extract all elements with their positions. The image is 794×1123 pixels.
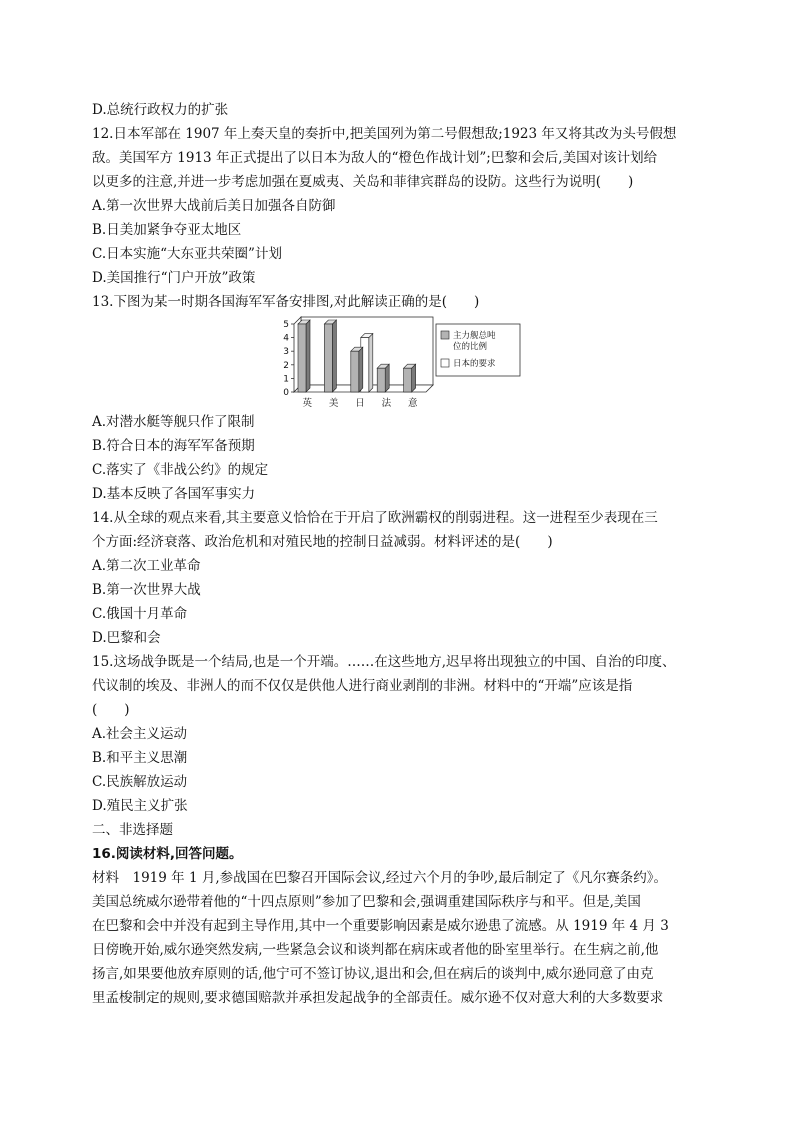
bar-tonnage-ratio-side [332,320,336,392]
naval-armament-chart [276,310,526,410]
q13-stem: 13.下图为某一时期各国海军军备安排图,对此解读正确的是( ) [92,294,480,310]
q12-option-d: D.美国推行“门户开放”政策 [92,270,256,286]
q12-option-b: B.日美加紧争夺亚太地区 [92,222,242,238]
bar-tonnage-ratio-side [359,347,363,392]
y-tick-label: 1 [283,374,289,385]
q12-option-a: A.第一次世界大战前后美日加强各自防御 [92,198,336,214]
x-category-label: 法 [381,398,392,409]
q15-option-a: A.社会主义运动 [92,726,188,742]
legend-swatch-japan [441,359,449,367]
legend-label-japan: 日本的要求 [453,359,496,369]
q13-option-c: C.落实了《非战公约》的规定 [92,462,269,478]
chart-svg [276,310,526,410]
y-tick-label: 3 [283,347,289,358]
q16-material-line-3: 在巴黎和会中并没有起到主导作用,其中一个重要影响因素是威尔逊患了流感。从 1919 年 4 月 3 [92,918,669,934]
q15-option-b: B.和平主义思潮 [92,750,188,766]
y-tick-label: 4 [283,333,289,344]
bar-tonnage-ratio-side [306,320,310,392]
q15-answer-blank: ( ) [92,702,130,718]
q12-stem-line-2: 敌。美国军方 1913 年正式提出了以日本为敌人的“橙色作战计划”;巴黎和会后,美国对该计划给 [92,150,658,166]
q12-stem-line-3: 以更多的注意,并进一步考虑加强在夏威夷、关岛和菲律宾群岛的设防。这些行为说明( ) [92,174,634,190]
y-tick-label: 0 [283,388,289,398]
bar-tonnage-ratio [404,368,412,392]
q14-stem-line-1: 14.从全球的观点来看,其主要意义恰恰在于开启了欧洲霸权的削弱进程。这一进程至少表现在三 [92,510,658,526]
y-tick-label: 5 [283,320,289,330]
q16-material-line-5: 扬言,如果要他放弃原则的话,他宁可不签订协议,退出和会,但在病后的谈判中,威尔逊同意了由克 [92,966,654,982]
q14-option-b: B.第一次世界大战 [92,582,201,598]
q14-option-d: D.巴黎和会 [92,630,161,646]
legend-label-tonnage-line-2: 位的比例 [453,342,488,352]
q15-option-c: C.民族解放运动 [92,774,188,790]
bar-japan-request-side [369,334,373,392]
q12-stem-line-1: 12.日本军部在 1907 年上奏天皇的奏折中,把美国列为第二号假想敌;1923 年又将其改为头号假想 [92,126,677,142]
q14-option-c: C.俄国十月革命 [92,606,188,622]
q13-option-b: B.符合日本的海军军备预期 [92,438,255,454]
q15-option-d: D.殖民主义扩张 [92,798,188,814]
x-category-label: 英 [302,398,312,409]
legend-label-tonnage-line-1: 主力舰总吨 [453,331,496,341]
q16-stem: 16.阅读材料,回答问题。 [92,846,243,862]
x-axis-categories [302,397,418,409]
legend-swatch-tonnage [441,331,449,339]
q13-option-d: D.基本反映了各国军事实力 [92,486,256,502]
x-category-label: 日 [355,398,365,409]
q16-material-line-2: 美国总统威尔逊带着他的“十四点原则”参加了巴黎和会,强调重建国际秩序与和平。但是,美国 [92,894,641,910]
bar-tonnage-ratio [324,324,332,392]
q14-stem-line-2: 个方面:经济衰落、政治危机和对殖民地的控制日益减弱。材料评述的是( ) [92,534,553,550]
q14-option-a: A.第二次工业革命 [92,558,201,574]
chart-legend [436,324,520,376]
q12-option-c: C.日本实施“大东亚共荣圈”计划 [92,246,282,262]
bar-tonnage-ratio [351,351,359,392]
bar-tonnage-ratio-side [412,364,416,392]
section-heading: 二、非选择题 [92,822,173,838]
q13-option-a: A.对潜水艇等舰只作了限制 [92,414,255,430]
x-category-label: 意 [408,398,418,409]
q16-material-line-1: 材料 1919 年 1 月,参战国在巴黎召开国际会议,经过六个月的争吵,最后制定了《凡尔赛条约》。 [92,870,667,886]
q11-option-d: D.总统行政权力的扩张 [92,102,229,118]
q16-material-line-4: 日傍晚开始,威尔逊突然发病,一些紧急会议和谈判都在病床或者他的卧室里举行。在生病之前,他 [92,942,659,958]
q15-stem-line-1: 15.这场战争既是一个结局,也是一个开端。……在这些地方,迟早将出现独立的中国、自治的印度、 [92,654,676,670]
bar-tonnage-ratio-side [385,364,389,392]
q15-stem-line-2: 代议制的埃及、非洲人的而不仅仅是供他人进行商业剥削的非洲。材料中的“开端”应该是指 [92,678,633,694]
y-axis-ticks [283,320,294,398]
bar-tonnage-ratio [377,368,385,392]
x-category-label: 美 [328,398,339,409]
q16-material-line-6: 里孟梭制定的规则,要求德国赔款并承担发起战争的全部责任。威尔逊不仅对意大利的大多数要求 [92,990,664,1006]
y-tick-label: 2 [283,360,289,371]
bar-tonnage-ratio [298,324,306,392]
